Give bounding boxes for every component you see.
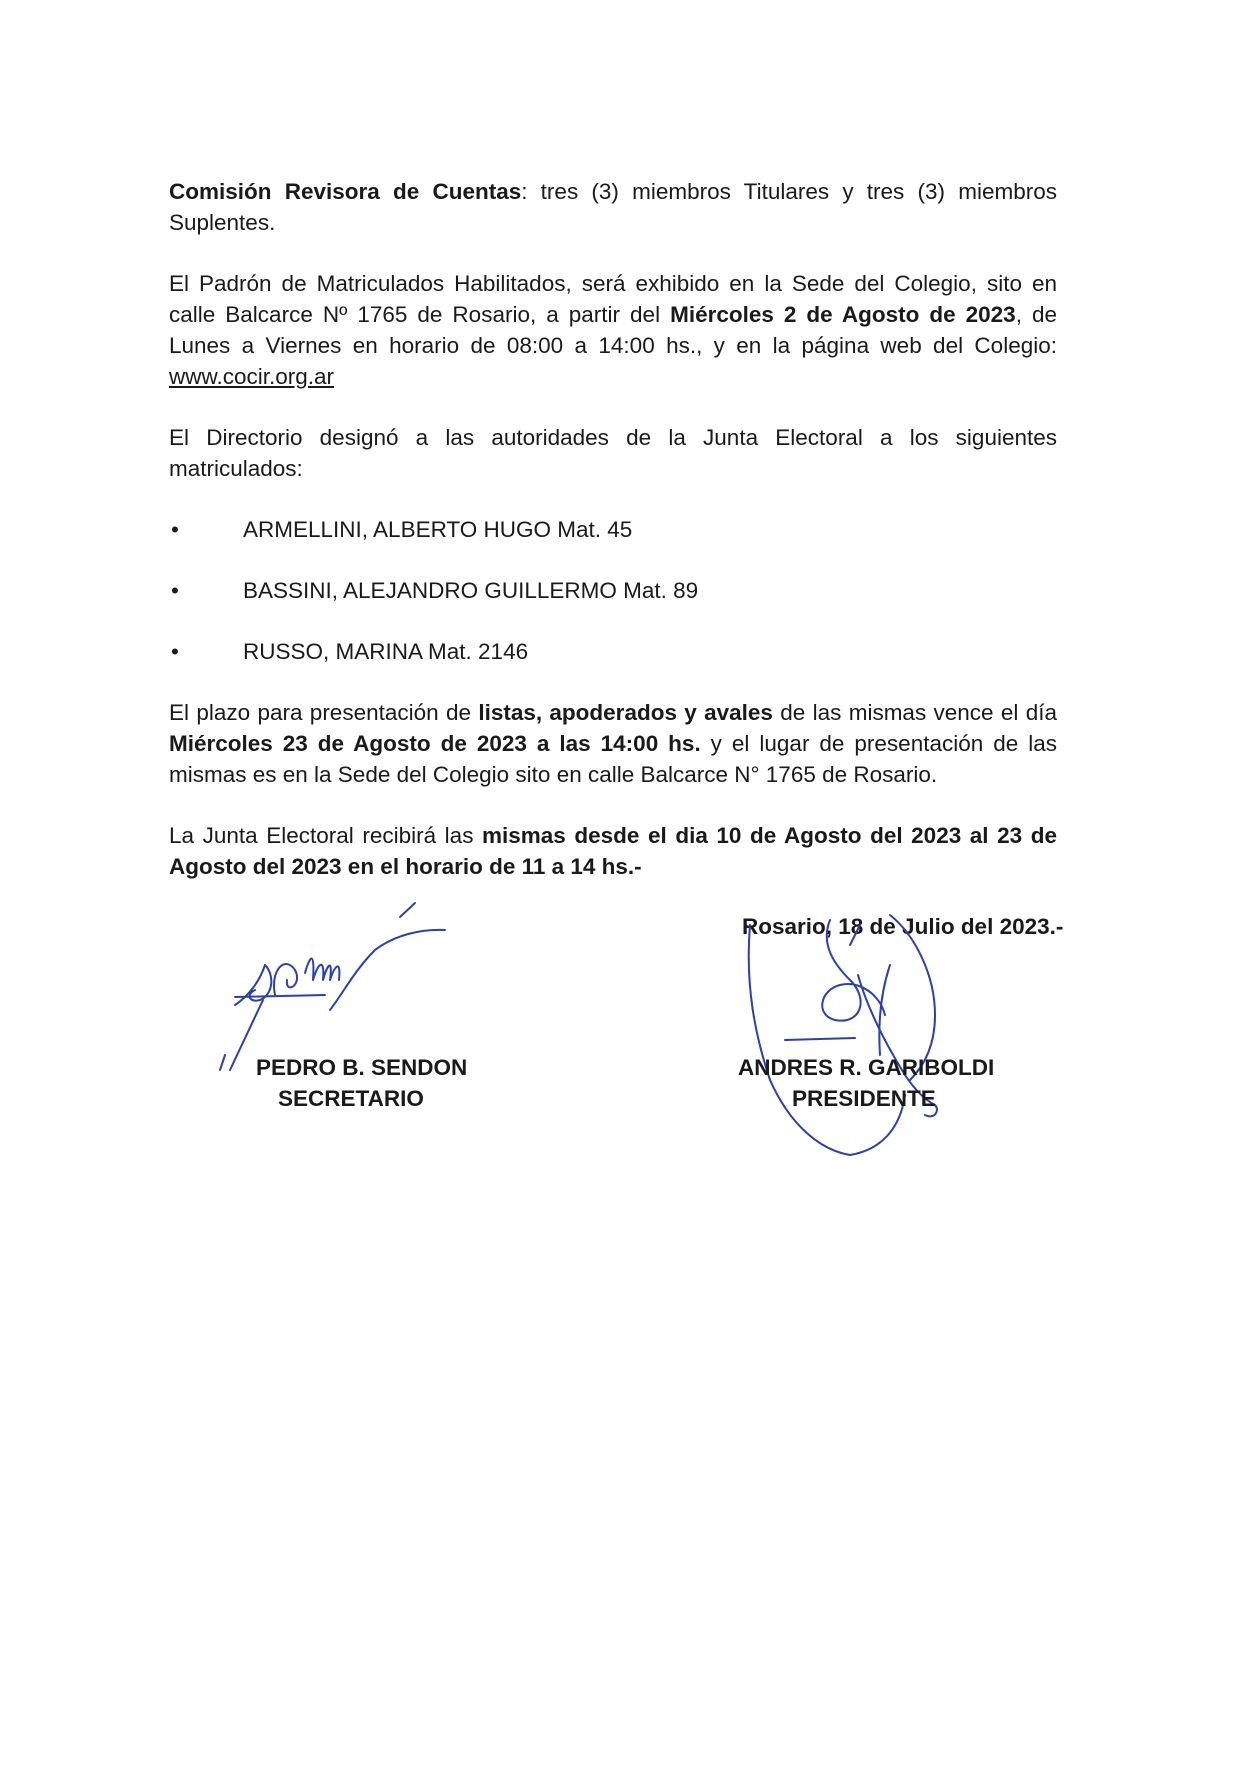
members-list [169,514,1057,667]
plazo-text-3: y el lugar de presentación de las mismas es en la Sede del Colegio sito en calle Balcarce N° 1765 de Rosario. [169,731,1057,787]
paragraph-directorio: El Directorio designó a las autoridades de la Junta Electoral a los siguientes matriculados: [169,425,1057,481]
signatory-right [738,1052,994,1114]
plazo-text-1: El plazo para presentación de [169,700,479,725]
website-link[interactable]: www.cocir.org.ar [169,364,335,389]
padron-text-2: , de Lunes a Viernes en horario de 08:00 a 14:00 hs., y en la página web del Colegio: [169,302,1057,358]
member-name: BASSINI, ALEJANDRO GUILLERMO Mat. 89 [243,578,699,603]
bullet-icon: • [171,639,179,664]
plazo-deadline: Miércoles 23 de Agosto de 2023 a las 14:00 hs. [169,731,701,756]
member-name: RUSSO, MARINA Mat. 2146 [243,639,529,664]
comision-title: Comisión Revisora de Cuentas [169,179,522,204]
junta-text: La Junta Electoral recibirá las [169,823,483,848]
paragraph-plazo [169,697,1057,790]
list-item [169,514,1057,545]
list-item [169,636,1057,667]
junta-dates: mismas desde el dia 10 de Agosto del 2023 al 23 de Agosto del 2023 en el horario de 11 a 14 hs.- [169,823,1057,879]
member-name: ARMELLINI, ALBERTO HUGO Mat. 45 [243,517,633,542]
date-line: Rosario, 18 de Julio del 2023.- [742,914,1064,939]
bullet-icon: • [171,517,179,542]
signatory-right-name: ANDRES R. GARIBOLDI [738,1055,995,1080]
bullet-icon: • [171,578,179,603]
plazo-bold-1: listas, apoderados y avales [478,700,773,725]
signatory-left [256,1052,467,1114]
padron-date: Miércoles 2 de Agosto de 2023 [670,302,1016,327]
signatory-left-name: PEDRO B. SENDON [256,1055,468,1080]
signatory-right-role: PRESIDENTE [792,1086,936,1111]
paragraph-comision [169,176,1057,238]
document-body [169,176,1057,912]
paragraph-padron [169,268,1057,392]
plazo-text-2: de las mismas vence el día [772,700,1057,725]
list-item [169,575,1057,606]
signature-right-icon [740,905,960,1165]
paragraph-junta [169,820,1057,882]
padron-text-1: El Padrón de Matriculados Habilitados, será exhibido en la Sede del Colegio, sito en calle Balcarce Nº 1765 de Rosario, a partir del [169,271,1057,327]
signatory-left-role: SECRETARIO [278,1086,424,1111]
comision-text: : tres (3) miembros Titulares y tres (3) miembros Suplentes. [169,179,1057,235]
